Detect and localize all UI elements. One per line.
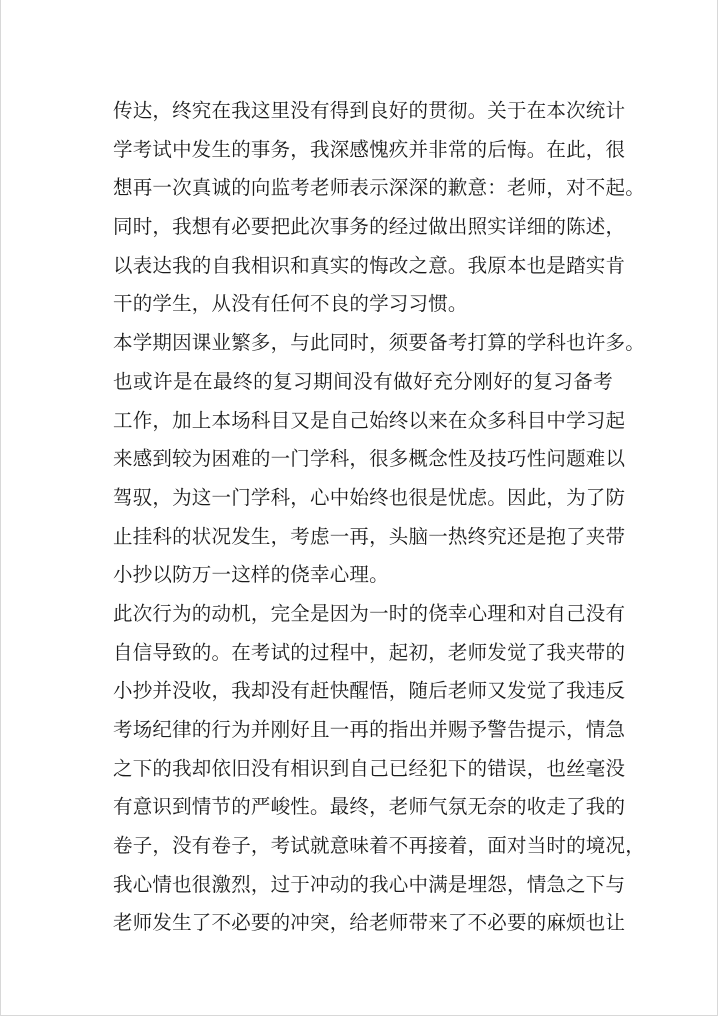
text-line: 来感到较为困难的一门学科，很多概念性及技巧性问题难以: [113, 447, 626, 471]
text-line: 止挂科的状况发生，考虑一再，头脑一热终究还是抱了夹带: [113, 524, 626, 548]
text-line: 有意识到情节的严峻性。最终，老师气氛无奈的收走了我的: [113, 795, 626, 819]
text-line: 我心情也很激烈，过于冲动的我心中满是埋怨，情急之下与: [113, 872, 626, 896]
text-line: 小抄并没收，我却没有赶快醒悟，随后老师又发觉了我违反: [113, 679, 626, 703]
text-line: 工作，加上本场科目又是自己始终以来在众多科目中学习起: [113, 408, 626, 432]
text-line: 本学期因课业繁多，与此同时，须要备考打算的学科也许多。: [113, 331, 645, 355]
text-line: 同时，我想有必要把此次事务的经过做出照实详细的陈述，: [113, 215, 626, 239]
text-line: 卷子，没有卷子，考试就意味着不再接着，面对当时的境况，: [113, 834, 645, 858]
text-line: 以表达我的自我相识和真实的悔改之意。我原本也是踏实肯: [113, 253, 626, 277]
text-line: 想再一次真诚的向监考老师表示深深的歉意：老师，对不起。: [113, 176, 645, 200]
text-line: 之下的我却依旧没有相识到自己已经犯下的错误，也丝毫没: [113, 756, 626, 780]
text-line: 干的学生，从没有任何不良的学习习惯。: [113, 292, 468, 316]
document-body: [113, 92, 645, 943]
paragraph-2: [113, 324, 645, 595]
text-line: 自信导致的。在考试的过程中，起初，老师发觉了我夹带的: [113, 640, 626, 664]
text-line: 驾驭，为这一门学科，心中始终也很是忧虑。因此，为了防: [113, 485, 626, 509]
paragraph-3: [113, 595, 645, 943]
text-line: 考场纪律的行为并刚好且一再的指出并赐予警告提示，情急: [113, 718, 626, 741]
text-line: 学考试中发生的事务，我深感愧疚并非常的后悔。在此，很: [113, 137, 626, 161]
text-line: 老师发生了不必要的冲突，给老师带来了不必要的麻烦也让: [113, 911, 626, 935]
paragraph-1: [113, 92, 645, 324]
text-line: 小抄以防万一这样的侥幸心理。: [113, 563, 389, 587]
text-line: 也或许是在最终的复习期间没有做好充分刚好的复习备考: [113, 369, 613, 393]
text-line: 传达，终究在我这里没有得到良好的贯彻。关于在本次统计: [113, 99, 626, 122]
text-line: 此次行为的动机，完全是因为一时的侥幸心理和对自己没有: [113, 601, 626, 625]
